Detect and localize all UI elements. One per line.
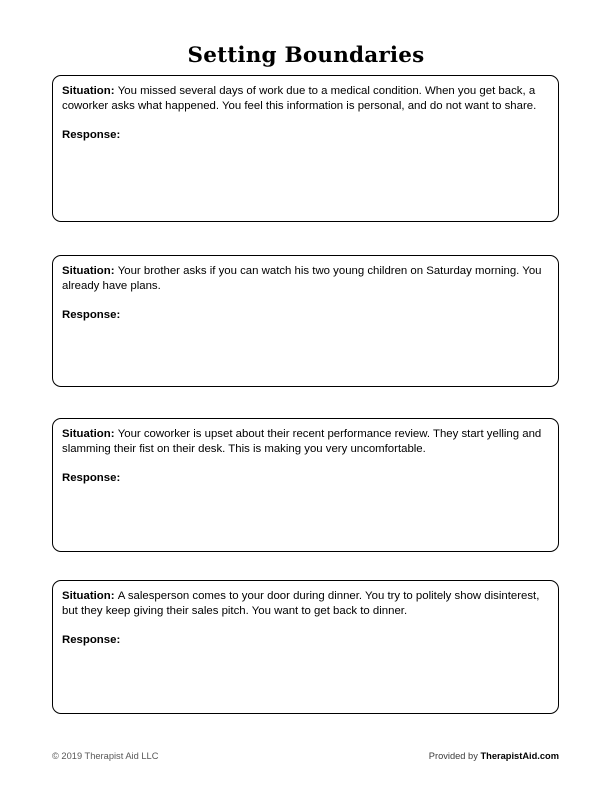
response-label-2: Response: [62,309,121,322]
page-footer [52,750,559,764]
situation-box-3-content [53,419,558,486]
situation-box-1 [52,75,559,222]
situation-box-2-content [53,256,558,323]
response-label-1: Response: [62,129,121,142]
provided-by-prefix: Provided by [428,751,481,761]
situation-label-1: Situation: [62,85,118,97]
provided-by [429,750,559,762]
response-label-3: Response: [62,472,121,485]
situation-text-4 [62,589,548,618]
situation-prompt-3: Your coworker is upset about their recent performance review. They start yelling and slamming their fist on their desk. This is making you very uncomfortable. [62,428,542,455]
situation-prompt-4: A salesperson comes to your door during dinner. You try to politely show disinterest, but they keep giving their sales pitch. You want to get back to dinner. [62,590,540,617]
situation-text-3 [62,427,548,456]
situation-prompt-2: Your brother asks if you can watch his two young children on Saturday morning. You already have plans. [62,265,542,292]
response-label-4: Response: [62,634,121,647]
situation-label-2: Situation: [62,265,118,277]
situation-box-4-content [53,581,558,648]
situation-label-4: Situation: [62,590,118,602]
situation-box-3 [52,418,559,552]
situation-box-4 [52,580,559,714]
situation-prompt-1: You missed several days of work due to a medical condition. When you get back, a coworker asks what happened. You feel this information is personal, and do not want to share. [62,85,537,112]
page-title: Setting Boundaries [187,43,425,69]
situation-text-1 [62,84,548,113]
situation-label-3: Situation: [62,428,118,440]
brand-name[interactable]: TherapistAid.com [480,751,559,761]
situation-text-2 [62,264,548,293]
situation-box-1-content [53,76,558,143]
copyright-text: © 2019 Therapist Aid LLC [52,751,159,761]
situation-box-2 [52,255,559,387]
